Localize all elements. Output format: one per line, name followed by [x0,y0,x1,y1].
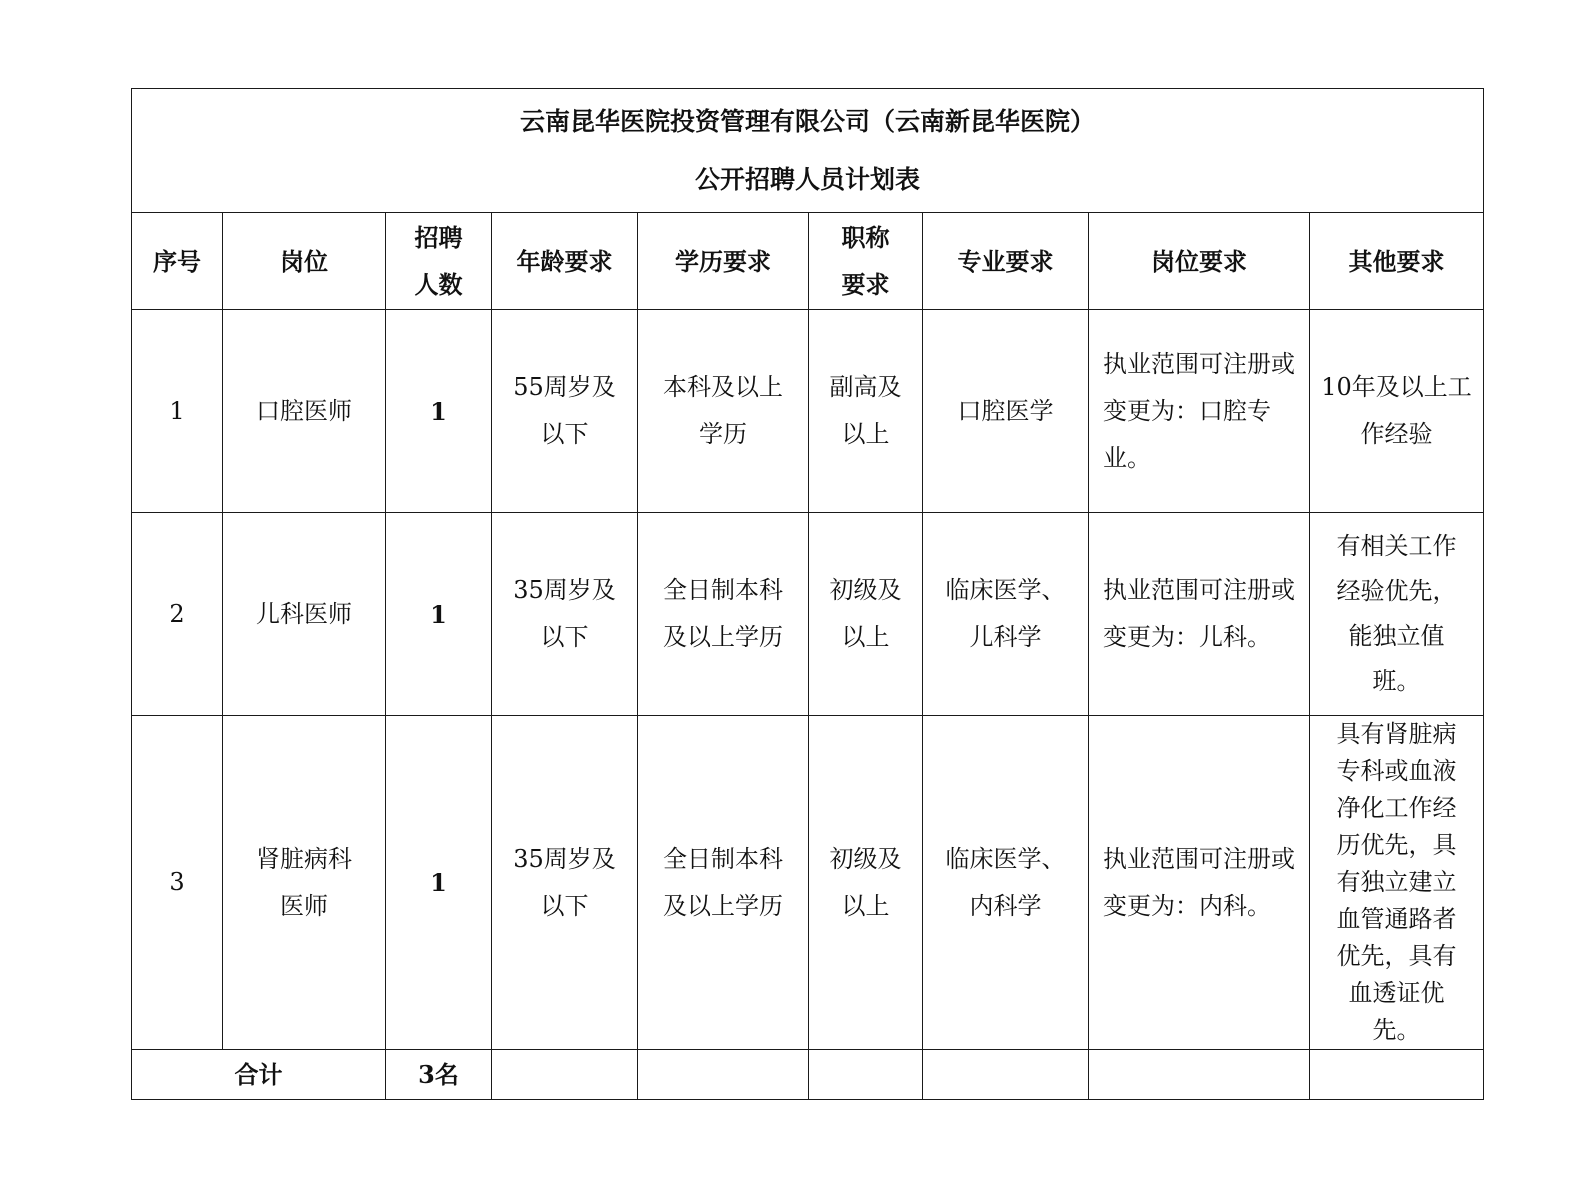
header-age: 年龄要求 [492,213,638,310]
header-count: 招聘人数 [386,213,492,310]
row-no: 3 [132,716,223,1050]
row-count: 1 [386,716,492,1050]
row-position: 口腔医师 [223,310,386,513]
row-major: 临床医学、儿科学 [923,513,1089,716]
row-position: 儿科医师 [223,513,386,716]
row-education: 全日制本科及以上学历 [638,716,809,1050]
title-line-2: 公开招聘人员计划表 [695,164,921,194]
header-position: 岗位 [223,213,386,310]
table-row [132,716,1484,1050]
row-major: 口腔医学 [923,310,1089,513]
row-age: 35周岁及以下 [492,716,638,1050]
header-education: 学历要求 [638,213,809,310]
row-other: 10年及以上工作经验 [1310,310,1484,513]
total-label: 合计 [132,1050,386,1100]
row-no: 2 [132,513,223,716]
title-line-1: 云南昆华医院投资管理有限公司（云南新昆华医院） [520,106,1096,136]
row-education: 全日制本科及以上学历 [638,513,809,716]
row-age: 55周岁及以下 [492,310,638,513]
row-major: 临床医学、内科学 [923,716,1089,1050]
total-empty-cell [638,1050,809,1100]
row-position: 肾脏病科医师 [223,716,386,1050]
row-count: 1 [386,513,492,716]
row-education: 本科及以上学历 [638,310,809,513]
total-count: 3名 [386,1050,492,1100]
title-row [132,89,1484,213]
header-no: 序号 [132,213,223,310]
row-title-req: 副高及以上 [809,310,923,513]
header-row [132,213,1484,310]
total-empty-cell [1310,1050,1484,1100]
recruitment-plan-table [131,88,1484,1100]
total-empty-cell [923,1050,1089,1100]
row-job-req: 执业范围可注册或变更为：口腔专业。 [1089,310,1310,513]
row-other: 有相关工作经验优先，能独立值班。 [1310,513,1484,716]
total-row [132,1050,1484,1100]
total-empty-cell [492,1050,638,1100]
row-other: 具有肾脏病专科或血液净化工作经历优先，具有独立建立血管通路者优先，具有血透证优先。 [1310,716,1484,1050]
header-other: 其他要求 [1310,213,1484,310]
row-job-req: 执业范围可注册或变更为：内科。 [1089,716,1310,1050]
row-title-req: 初级及以上 [809,716,923,1050]
row-age: 35周岁及以下 [492,513,638,716]
header-title-req: 职称要求 [809,213,923,310]
header-job-req: 岗位要求 [1089,213,1310,310]
header-major: 专业要求 [923,213,1089,310]
total-empty-cell [1089,1050,1310,1100]
total-empty-cell [809,1050,923,1100]
table-row [132,513,1484,716]
row-no: 1 [132,310,223,513]
row-job-req: 执业范围可注册或变更为：儿科。 [1089,513,1310,716]
row-count: 1 [386,310,492,513]
table-row [132,310,1484,513]
row-title-req: 初级及以上 [809,513,923,716]
table-title [132,89,1484,213]
